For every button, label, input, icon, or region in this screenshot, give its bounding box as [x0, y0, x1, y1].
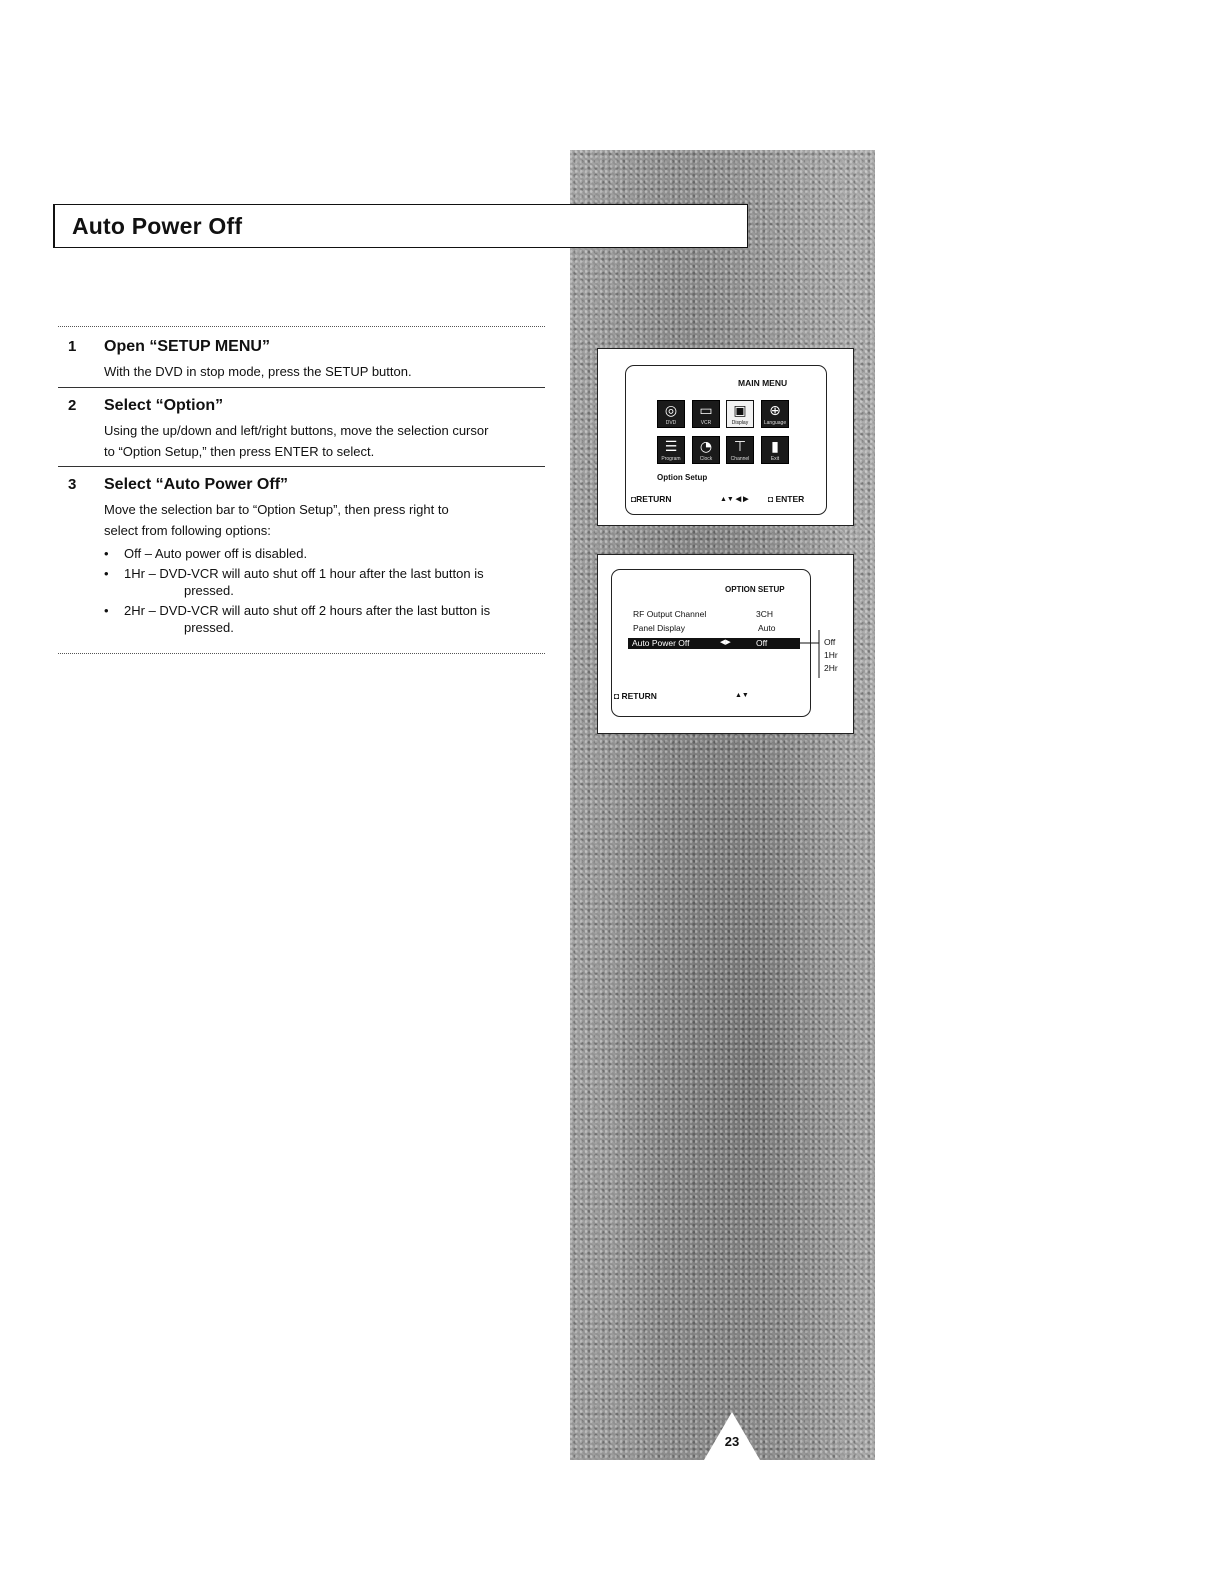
divider: [58, 387, 545, 388]
step-heading: Open “SETUP MENU”: [104, 338, 270, 355]
enter-hint: [768, 494, 804, 504]
page-number: 23: [724, 1434, 740, 1449]
vcr-icon: ▭: [699, 403, 713, 419]
menu-tile-label: Language: [763, 420, 787, 426]
main-menu-title: MAIN MENU: [738, 378, 788, 388]
left-right-arrows: ◀▶: [720, 639, 731, 646]
enter-label: ENTER: [775, 494, 805, 504]
section-title-box: [53, 204, 748, 248]
list-item: [104, 602, 549, 636]
step-body: [104, 499, 544, 541]
return-label: RETURN: [621, 691, 657, 701]
decorative-sidebar: [570, 150, 875, 1460]
step-body: With the DVD in stop mode, press the SETUP button.: [104, 364, 412, 379]
divider: [58, 466, 545, 467]
bullet-icon: •: [104, 603, 109, 618]
choice-2hr: 2Hr: [824, 663, 838, 673]
menu-tile-label: DVD: [665, 420, 677, 426]
option-desc: – DVD-VCR will auto shut off 2 hours after the last button is: [144, 603, 491, 618]
step-heading: Select “Option”: [104, 397, 224, 414]
choice-off: Off: [824, 637, 836, 647]
option-row-label: Auto Power Off: [632, 638, 690, 648]
option-row-label: Panel Display: [633, 623, 685, 633]
step-number: 3: [68, 476, 77, 493]
option-row-label: RF Output Channel: [633, 609, 707, 619]
menu-tile-display: [726, 400, 754, 428]
return-hint: [631, 494, 672, 504]
step-body-line: Move the selection bar to “Option Setup”, then press right to: [104, 502, 449, 517]
menu-tile-label: Program: [661, 456, 681, 462]
bullet-icon: •: [104, 546, 109, 561]
menu-tile-dvd: [657, 400, 685, 428]
return-icon: ◘: [631, 494, 637, 504]
list-item: [104, 565, 549, 599]
menu-tile-exit: [761, 436, 789, 464]
program-icon: ☰: [664, 439, 678, 455]
menu-tile-label: Display: [731, 420, 749, 426]
step-body-line: select from following options:: [104, 523, 271, 538]
exit-icon: ▮: [771, 439, 779, 455]
divider: [58, 653, 545, 654]
step-number: 1: [68, 338, 77, 355]
menu-tile-clock: [692, 436, 720, 464]
list-item: [104, 545, 549, 562]
option-desc: – DVD-VCR will auto shut off 1 hour after the last button is: [144, 566, 484, 581]
return-hint: [614, 691, 657, 701]
step-body: [104, 420, 544, 462]
option-desc-continued: pressed.: [184, 583, 234, 598]
option-term: 1Hr: [124, 566, 145, 581]
selected-menu-label: Option Setup: [657, 473, 708, 482]
menu-tile-label: VCR: [700, 420, 712, 426]
option-term: Off: [124, 546, 142, 561]
menu-tile-label: Exit: [770, 456, 780, 462]
nav-arrows: ▲▼ ◀ ▶: [720, 496, 749, 503]
bullet-icon: •: [104, 566, 109, 581]
nav-arrows: ▲▼: [735, 692, 749, 699]
selected-option-bar: [628, 638, 800, 649]
dvd-icon: ◎: [664, 403, 678, 419]
option-row-value: 3CH: [756, 609, 774, 619]
choices-bracket: [800, 628, 822, 680]
step-body-line: Using the up/down and left/right buttons, move the selection cursor: [104, 423, 489, 438]
divider: [58, 326, 545, 327]
channel-icon: ⊤: [733, 439, 747, 455]
menu-tile-language: [761, 400, 789, 428]
option-list: [104, 545, 549, 639]
menu-tile-program: [657, 436, 685, 464]
menu-tile-label: Channel: [730, 456, 750, 462]
menu-tile-channel: [726, 436, 754, 464]
page-title: Auto Power Off: [72, 213, 243, 239]
menu-tile-vcr: [692, 400, 720, 428]
option-desc: – Auto power off is disabled.: [141, 546, 308, 561]
option-row-value: Auto: [758, 623, 776, 633]
step-number: 2: [68, 397, 77, 414]
return-icon: ◘: [614, 691, 622, 701]
language-icon: ⊕: [769, 403, 781, 419]
step-heading: Select “Auto Power Off”: [104, 476, 289, 493]
option-row-value: Off: [756, 638, 768, 648]
menu-tile-label: Clock: [699, 456, 713, 462]
return-label: RETURN: [636, 494, 672, 504]
choice-1hr: 1Hr: [824, 650, 838, 660]
option-setup-title: OPTION SETUP: [725, 585, 785, 594]
enter-icon: ◘: [768, 494, 776, 504]
option-desc-continued: pressed.: [184, 620, 234, 635]
display-icon: ▣: [733, 403, 747, 419]
step-body-line: to “Option Setup,” then press ENTER to select.: [104, 444, 375, 459]
clock-icon: ◔: [699, 439, 713, 455]
option-term: 2Hr: [124, 603, 145, 618]
